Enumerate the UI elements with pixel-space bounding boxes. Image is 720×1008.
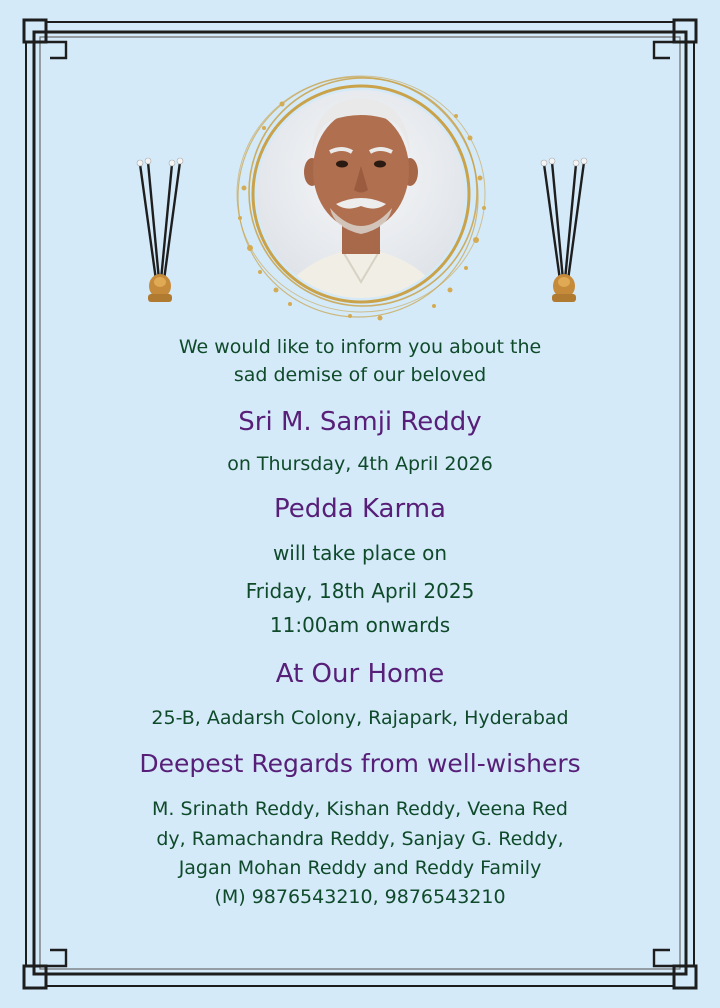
venue-title: At Our Home bbox=[275, 659, 445, 689]
intro-line-2: sad demise of our beloved bbox=[233, 364, 487, 386]
venue-address: 25-B, Aadarsh Colony, Rajapark, Hyderabad bbox=[151, 707, 569, 729]
contact-numbers: (M) 9876543210, 9876543210 bbox=[214, 886, 506, 908]
demise-date: on Thursday, 4th April 2026 bbox=[227, 453, 493, 475]
family-line-2: dy, Ramachandra Reddy, Sanjay G. Reddy, bbox=[156, 828, 564, 850]
deceased-name: Sri M. Samji Reddy bbox=[238, 407, 482, 437]
ceremony-title: Pedda Karma bbox=[274, 494, 446, 524]
ceremony-date: Friday, 18th April 2025 bbox=[245, 579, 475, 603]
family-line-3: Jagan Mohan Reddy and Reddy Family bbox=[178, 857, 542, 879]
ceremony-line: will take place on bbox=[272, 541, 448, 565]
regards-title: Deepest Regards from well-wishers bbox=[139, 749, 581, 778]
family-line-1: M. Srinath Reddy, Kishan Reddy, Veena Red bbox=[152, 798, 568, 820]
incense-sticks-icon bbox=[534, 156, 594, 308]
incense-sticks-icon bbox=[130, 156, 190, 308]
intro-line-1: We would like to inform you about the bbox=[178, 336, 542, 358]
portrait-photo bbox=[230, 68, 492, 322]
ceremony-time: 11:00am onwards bbox=[269, 613, 451, 637]
